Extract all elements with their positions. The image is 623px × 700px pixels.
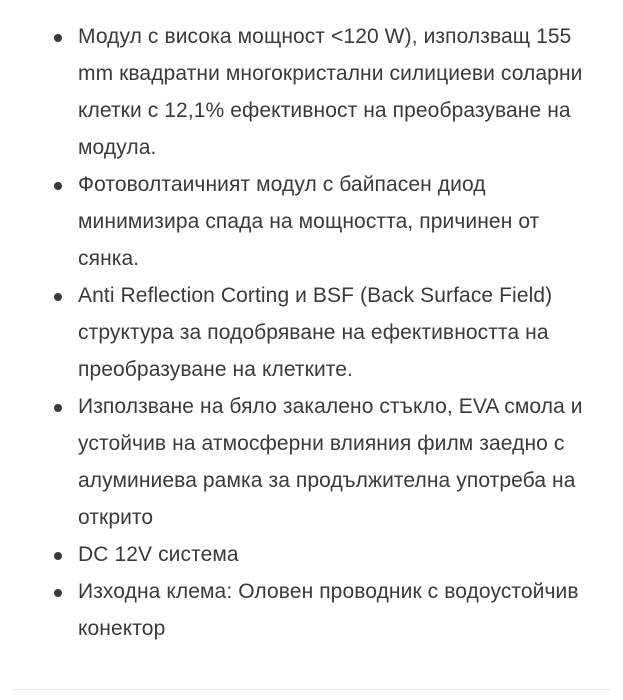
list-item-text: Фотоволтаичният модул с байпасен диод минимизира спада на мощността, причинен от сянка.: [78, 173, 540, 270]
list-item-text: Използване на бяло закалено стъкло, EVA смола и устойчив на атмосферни влияния филм заедно с алуминиева рамка за продължителна употреба на открито: [78, 395, 583, 529]
bullet-icon: [54, 404, 62, 412]
list-item-text: Изходна клема: Оловен проводник с водоустойчив конектор: [78, 580, 579, 640]
list-item: [0, 536, 623, 573]
list-item-text: Anti Reflection Corting и BSF (Back Surface Field) структура за подобряване на ефективността на преобразуване на клетките.: [78, 284, 553, 381]
bullet-icon: [54, 34, 62, 42]
bullet-icon: [54, 293, 62, 301]
list-item-text: DC 12V система: [78, 543, 239, 566]
list-item-text: Модул с висока мощност <120 W), използващ 155 mm квадратни многокристални силициеви соларни клетки с 12,1% ефективност на преобразуване на модула.: [78, 25, 583, 159]
list-item: [0, 573, 623, 647]
bullet-icon: [54, 182, 62, 190]
list-item: [0, 166, 623, 277]
section-divider: [12, 689, 611, 690]
list-item: [0, 277, 623, 388]
list-item: [0, 18, 623, 166]
bullet-icon: [54, 552, 62, 560]
bullet-icon: [54, 589, 62, 597]
list-item: [0, 388, 623, 536]
